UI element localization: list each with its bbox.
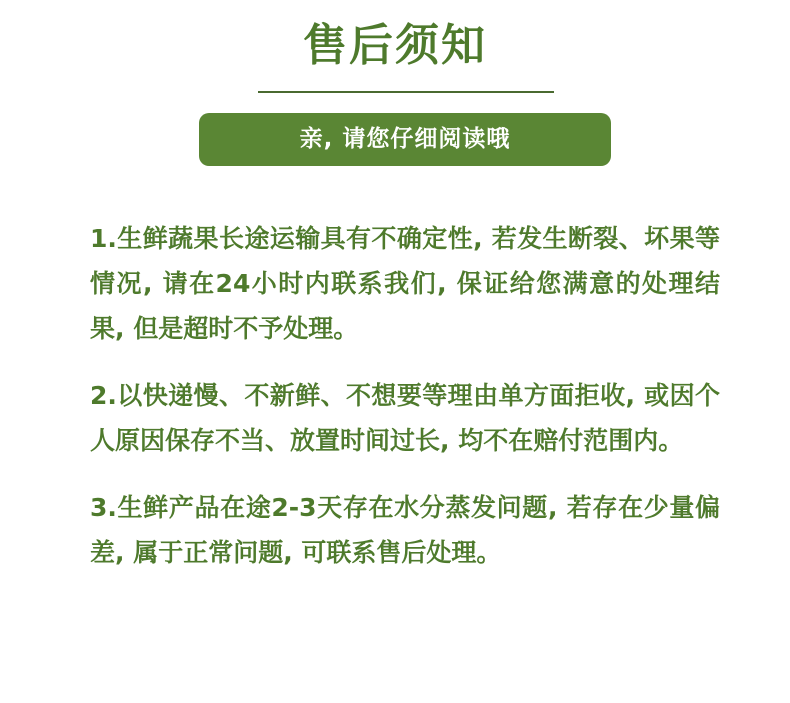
reminder-banner: 亲, 请您仔细阅读哦 <box>199 113 611 166</box>
notice-item-1: 1.生鲜蔬果长途运输具有不确定性, 若发生断裂、坏果等情况, 请在24小时内联系我们, 保证给您满意的处理结果, 但是超时不予处理。 <box>90 224 720 343</box>
notice-list <box>90 216 720 597</box>
title-underline <box>258 91 554 93</box>
notice-item-3: 3.生鲜产品在途2-3天存在水分蒸发问题, 若存在少量偏差, 属于正常问题, 可联系售后处理。 <box>90 493 720 567</box>
notice-item-2: 2.以快递慢、不新鲜、不想要等理由单方面拒收, 或因个人原因保存不当、放置时间过长, 均不在赔付范围内。 <box>90 381 720 455</box>
page-title: 售后须知 <box>303 20 487 71</box>
